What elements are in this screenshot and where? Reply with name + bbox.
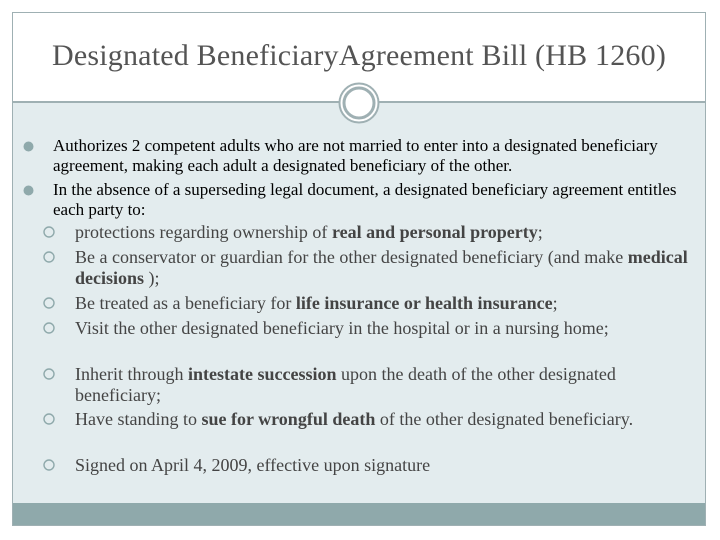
sub-bullet-circle-icon — [43, 413, 55, 425]
sub-bullet-circle-icon — [43, 368, 55, 380]
sub-bullet-circle-icon — [43, 297, 55, 309]
bullet-dot-icon — [23, 185, 34, 196]
sub-bullet-text: Be treated as a beneficiary for life insurance or health insurance; — [75, 293, 558, 313]
sub-bullet-bold: medical decisions — [75, 247, 688, 288]
sub-bullet-bold: real and personal property — [331, 222, 538, 242]
sub-bullet-item — [43, 318, 693, 339]
slide-title: Designated BeneficiaryAgreement Bill (HB 1260) — [51, 39, 667, 72]
sub-bullet-text: Inherit through intestate succession upon the death of the other designated beneficiary; — [75, 364, 616, 405]
sub-bullet-bold: life insurance or health insurance — [295, 293, 553, 313]
sub-bullet-text: protections regarding ownership of real and personal property; — [75, 222, 543, 242]
sub-bullet-item — [43, 293, 693, 314]
sub-bullet-circle-icon — [43, 226, 55, 238]
sub-bullet-bold: sue for wrongful death — [201, 409, 376, 429]
sub-bullet-item — [43, 364, 693, 405]
sub-bullet-text: Signed on April 4, 2009, effective upon signature — [75, 455, 431, 475]
sub-bullet-item — [43, 222, 693, 243]
sub-bullet-text: Be a conservator or guardian for the other designated beneficiary (and make medical decisions ); — [75, 247, 688, 288]
sub-bullet-circle-icon — [43, 459, 55, 471]
sub-bullet-text: Have standing to sue for wrongful death of the other designated beneficiary. — [75, 409, 634, 429]
sub-bullet-bold: intestate succession — [187, 364, 337, 384]
bullet-dot-icon — [23, 141, 34, 152]
bullet-text: Authorizes 2 competent adults who are not married to enter into a designated beneficiary agreement, making each adult a designated beneficiary of the other. — [53, 136, 658, 175]
sub-bullet-circle-icon — [43, 322, 55, 334]
bullet-item — [23, 180, 698, 220]
bullet-item — [23, 136, 698, 176]
slide — [12, 12, 706, 526]
sub-bullet-item — [43, 409, 693, 430]
circle-emblem-icon — [338, 82, 380, 124]
sub-bullet-text: Visit the other designated beneficiary in the hospital or in a nursing home; — [75, 318, 609, 338]
footer-bar — [13, 503, 705, 525]
bullet-text: In the absence of a superseding legal document, a designated beneficiary agreement entitles each party to: — [53, 180, 677, 219]
sub-bullet-item — [43, 455, 693, 476]
sub-bullet-item — [43, 247, 693, 288]
sub-bullet-circle-icon — [43, 251, 55, 263]
